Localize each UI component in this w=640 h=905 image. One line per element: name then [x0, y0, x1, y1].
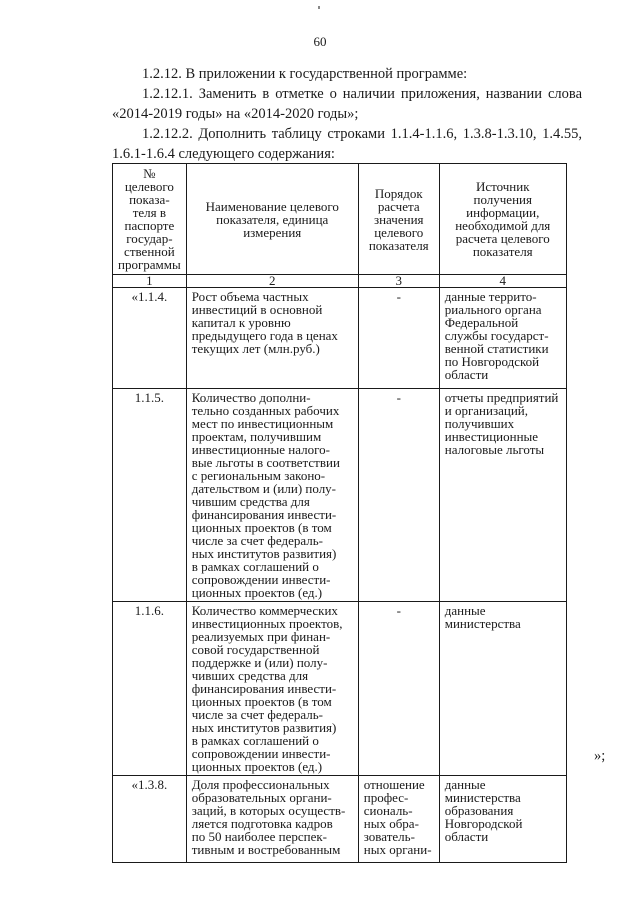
row-name: Рост объема частных инвестиций в основной капитал к уровню предыдущего года в ценах текущих лет (млн.руб.) — [186, 288, 358, 389]
column-number: 4 — [439, 275, 566, 288]
row-calc: - — [358, 602, 439, 776]
row-name: Количество дополни- тельно созданных рабочих мест по инвестиционным проектам, получившим инвестиционные налого- вые льготы в соответствии с региональным законо- дательством и (или) полу- чившим средства для финансирования инвести- ционных проектов (в том числе за счет федераль- ных институтов развития) в рамках соглашений о сопровождении инвести- ционных проектов (ед.) — [186, 389, 358, 602]
row-source: данные террито- риального органа Федеральной службы государст- венной статистики по Новгородской области — [439, 288, 566, 389]
paragraph-2: 1.2.12.1. Заменить в отметке о наличии приложения, названии слова «2014-2019 годы» на «2014-2020 годы»; — [112, 86, 582, 122]
row-code: «1.1.4. — [113, 288, 187, 389]
header-calc-order: Порядок расчета значения целевого показателя — [358, 164, 439, 275]
page-number: 60 — [313, 34, 327, 49]
indicator-table — [112, 163, 567, 863]
paragraph-1: 1.2.12. В приложении к государственной программе: — [142, 66, 468, 82]
row-calc: - — [358, 389, 439, 602]
column-number: 2 — [186, 275, 358, 288]
row-name: Количество коммерческих инвестиционных проектов, реализуемых при финан- совой государственной поддержке и (или) полу- чивших средства для финансирования инвести- ционных проектов (в том числе за счет федераль- ных институтов развития) в рамках соглашений о сопровождении инвести- ционных проектов (ед.) — [186, 602, 358, 776]
row-code: 1.1.5. — [113, 389, 187, 602]
row-source: данные министерства образования Новгородской области — [439, 776, 566, 863]
row-code: «1.3.8. — [113, 776, 187, 863]
column-number: 1 — [113, 275, 187, 288]
table-row — [113, 389, 567, 602]
paragraph-3: 1.2.12.2. Дополнить таблицу строками 1.1.4-1.1.6, 1.3.8-1.3.10, 1.4.55, 1.6.1-1.6.4 следующего содержания: — [112, 126, 582, 162]
row-source: отчеты предприятий и организаций, получивших инвестиционные налоговые льготы — [439, 389, 566, 602]
row-code: 1.1.6. — [113, 602, 187, 776]
table-row — [113, 776, 567, 863]
table-row — [113, 288, 567, 389]
closing-quote-mark: »; — [594, 748, 606, 764]
header-indicator-name: Наименование целевого показателя, единица измерения — [186, 164, 358, 275]
header-indicator-number: № целевого показа- теля в паспорте государ- ственной программы — [113, 164, 187, 275]
table-header-row — [113, 164, 567, 275]
column-number: 3 — [358, 275, 439, 288]
row-calc: отношение профес- сиональ- ных обра- зователь- ных органи- — [358, 776, 439, 863]
row-calc: - — [358, 288, 439, 389]
column-number-row — [113, 275, 567, 288]
scan-artifact — [318, 6, 320, 9]
table-row — [113, 602, 567, 776]
row-source: данные министерства — [439, 602, 566, 776]
header-info-source: Источник получения информации, необходимой для расчета целевого показателя — [439, 164, 566, 275]
row-name: Доля профессиональных образовательных органи- заций, в которых осуществ- ляется подготовка кадров по 50 наиболее перспек- тивным и востребованным — [186, 776, 358, 863]
